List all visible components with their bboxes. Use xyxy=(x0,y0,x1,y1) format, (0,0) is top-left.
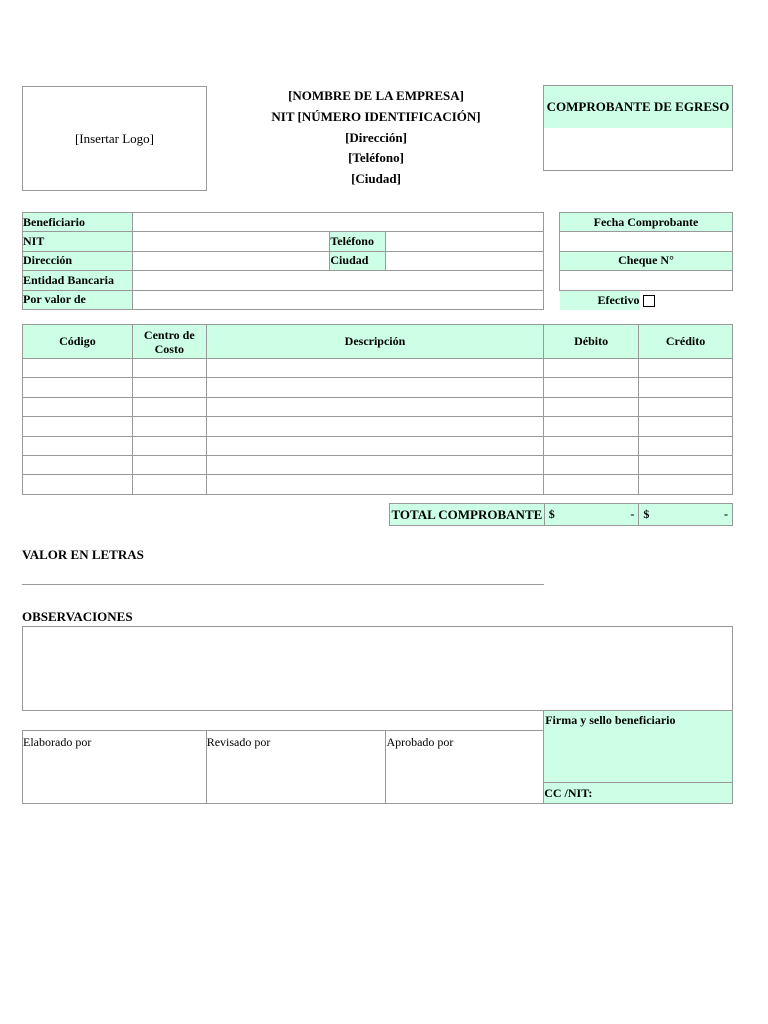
elaborado-por-label[interactable]: Elaborado por xyxy=(23,731,207,804)
revisado-por-label[interactable]: Revisado por xyxy=(206,731,386,804)
descripcion-cell[interactable] xyxy=(206,417,543,436)
cc-nit-label[interactable]: CC /NIT: xyxy=(544,783,733,804)
debito-cell[interactable] xyxy=(544,455,639,474)
codigo-cell[interactable] xyxy=(23,436,133,455)
credito-cell[interactable] xyxy=(639,436,733,455)
descripcion-cell[interactable] xyxy=(206,455,543,474)
debito-cell[interactable] xyxy=(544,436,639,455)
table-row xyxy=(23,359,733,378)
credito-cell[interactable] xyxy=(639,417,733,436)
document-title: COMPROBANTE DE EGRESO xyxy=(544,86,732,128)
descripcion-cell[interactable] xyxy=(206,475,543,494)
line-items-table xyxy=(22,324,733,495)
ciudad-field[interactable] xyxy=(386,251,544,270)
debito-cell[interactable] xyxy=(544,397,639,416)
col-header-codigo: Código xyxy=(23,325,133,359)
codigo-cell[interactable] xyxy=(23,417,133,436)
credito-cell[interactable] xyxy=(639,359,733,378)
centro-costo-cell[interactable] xyxy=(132,359,206,378)
total-label: TOTAL COMPROBANTE xyxy=(390,504,545,526)
centro-costo-cell[interactable] xyxy=(132,436,206,455)
totals-table xyxy=(389,503,733,526)
nit-field[interactable] xyxy=(132,232,330,251)
observaciones-label: OBSERVACIONES xyxy=(22,609,133,624)
fecha-field[interactable] xyxy=(560,232,733,251)
logo-placeholder-text: [Insertar Logo] xyxy=(74,130,155,146)
telefono-label: Teléfono xyxy=(330,232,386,251)
credito-cell[interactable] xyxy=(639,455,733,474)
total-credito-value: - xyxy=(724,507,728,521)
codigo-cell[interactable] xyxy=(23,378,133,397)
beneficiario-label: Beneficiario xyxy=(23,213,133,232)
ciudad-label: Ciudad xyxy=(330,251,386,270)
total-debito-value: - xyxy=(630,507,635,521)
centro-costo-cell[interactable] xyxy=(132,397,206,416)
total-credito xyxy=(639,504,733,526)
col-header-centro-costo: Centro de Costo xyxy=(132,325,206,359)
firma-beneficiario-label: Firma y sello beneficiario xyxy=(544,711,733,783)
valor-letras-label: VALOR EN LETRAS xyxy=(22,547,144,562)
observaciones-box[interactable] xyxy=(22,626,733,711)
efectivo-row xyxy=(560,290,733,310)
descripcion-cell[interactable] xyxy=(206,436,543,455)
beneficiario-field[interactable] xyxy=(132,213,543,232)
valor-letras-line[interactable] xyxy=(22,584,544,585)
efectivo-checkbox[interactable] xyxy=(643,295,655,307)
col-header-descripcion: Descripción xyxy=(206,325,543,359)
table-row xyxy=(23,378,733,397)
payment-info-table xyxy=(559,212,733,310)
company-phone: [Teléfono] xyxy=(348,150,404,166)
por-valor-field[interactable] xyxy=(132,290,543,309)
company-address: [Dirección] xyxy=(345,129,407,145)
descripcion-cell[interactable] xyxy=(206,359,543,378)
col-header-debito: Débito xyxy=(544,325,639,359)
fecha-label: Fecha Comprobante xyxy=(560,213,733,232)
por-valor-label: Por valor de xyxy=(23,290,133,309)
table-row xyxy=(23,436,733,455)
direccion-label: Dirección xyxy=(23,251,133,270)
total-debito-currency: $ xyxy=(548,507,555,521)
company-city: [Ciudad] xyxy=(351,171,401,187)
descripcion-cell[interactable] xyxy=(206,397,543,416)
centro-costo-cell[interactable] xyxy=(132,417,206,436)
beneficiary-table xyxy=(22,212,544,310)
credito-cell[interactable] xyxy=(639,378,733,397)
aprobado-por-label[interactable]: Aprobado por xyxy=(386,731,544,804)
total-debito xyxy=(544,504,639,526)
logo-placeholder-box xyxy=(22,86,207,191)
debito-cell[interactable] xyxy=(544,378,639,397)
company-name: [NOMBRE DE LA EMPRESA] xyxy=(288,88,464,103)
codigo-cell[interactable] xyxy=(23,455,133,474)
table-row xyxy=(23,417,733,436)
signatures-table xyxy=(22,710,733,804)
debito-cell[interactable] xyxy=(544,417,639,436)
credito-cell[interactable] xyxy=(639,475,733,494)
table-row xyxy=(23,475,733,494)
col-header-credito: Crédito xyxy=(639,325,733,359)
table-row xyxy=(23,455,733,474)
credito-cell[interactable] xyxy=(639,397,733,416)
descripcion-cell[interactable] xyxy=(206,378,543,397)
direccion-field[interactable] xyxy=(132,251,330,270)
telefono-field[interactable] xyxy=(386,232,544,251)
entidad-bancaria-label: Entidad Bancaria xyxy=(23,271,133,290)
efectivo-label: Efectivo xyxy=(560,291,640,310)
centro-costo-cell[interactable] xyxy=(132,475,206,494)
centro-costo-cell[interactable] xyxy=(132,455,206,474)
table-row xyxy=(23,397,733,416)
company-nit: NIT [NÚMERO IDENTIFICACIÓN] xyxy=(271,108,481,124)
cheque-field[interactable] xyxy=(560,271,733,290)
codigo-cell[interactable] xyxy=(23,475,133,494)
codigo-cell[interactable] xyxy=(23,359,133,378)
centro-costo-cell[interactable] xyxy=(132,378,206,397)
total-credito-currency: $ xyxy=(643,507,650,521)
codigo-cell[interactable] xyxy=(23,397,133,416)
nit-label: NIT xyxy=(23,232,133,251)
debito-cell[interactable] xyxy=(544,475,639,494)
cheque-label: Cheque N° xyxy=(560,251,733,270)
entidad-bancaria-field[interactable] xyxy=(132,271,543,290)
company-info xyxy=(232,86,520,190)
document-title-box xyxy=(543,85,733,171)
debito-cell[interactable] xyxy=(544,359,639,378)
